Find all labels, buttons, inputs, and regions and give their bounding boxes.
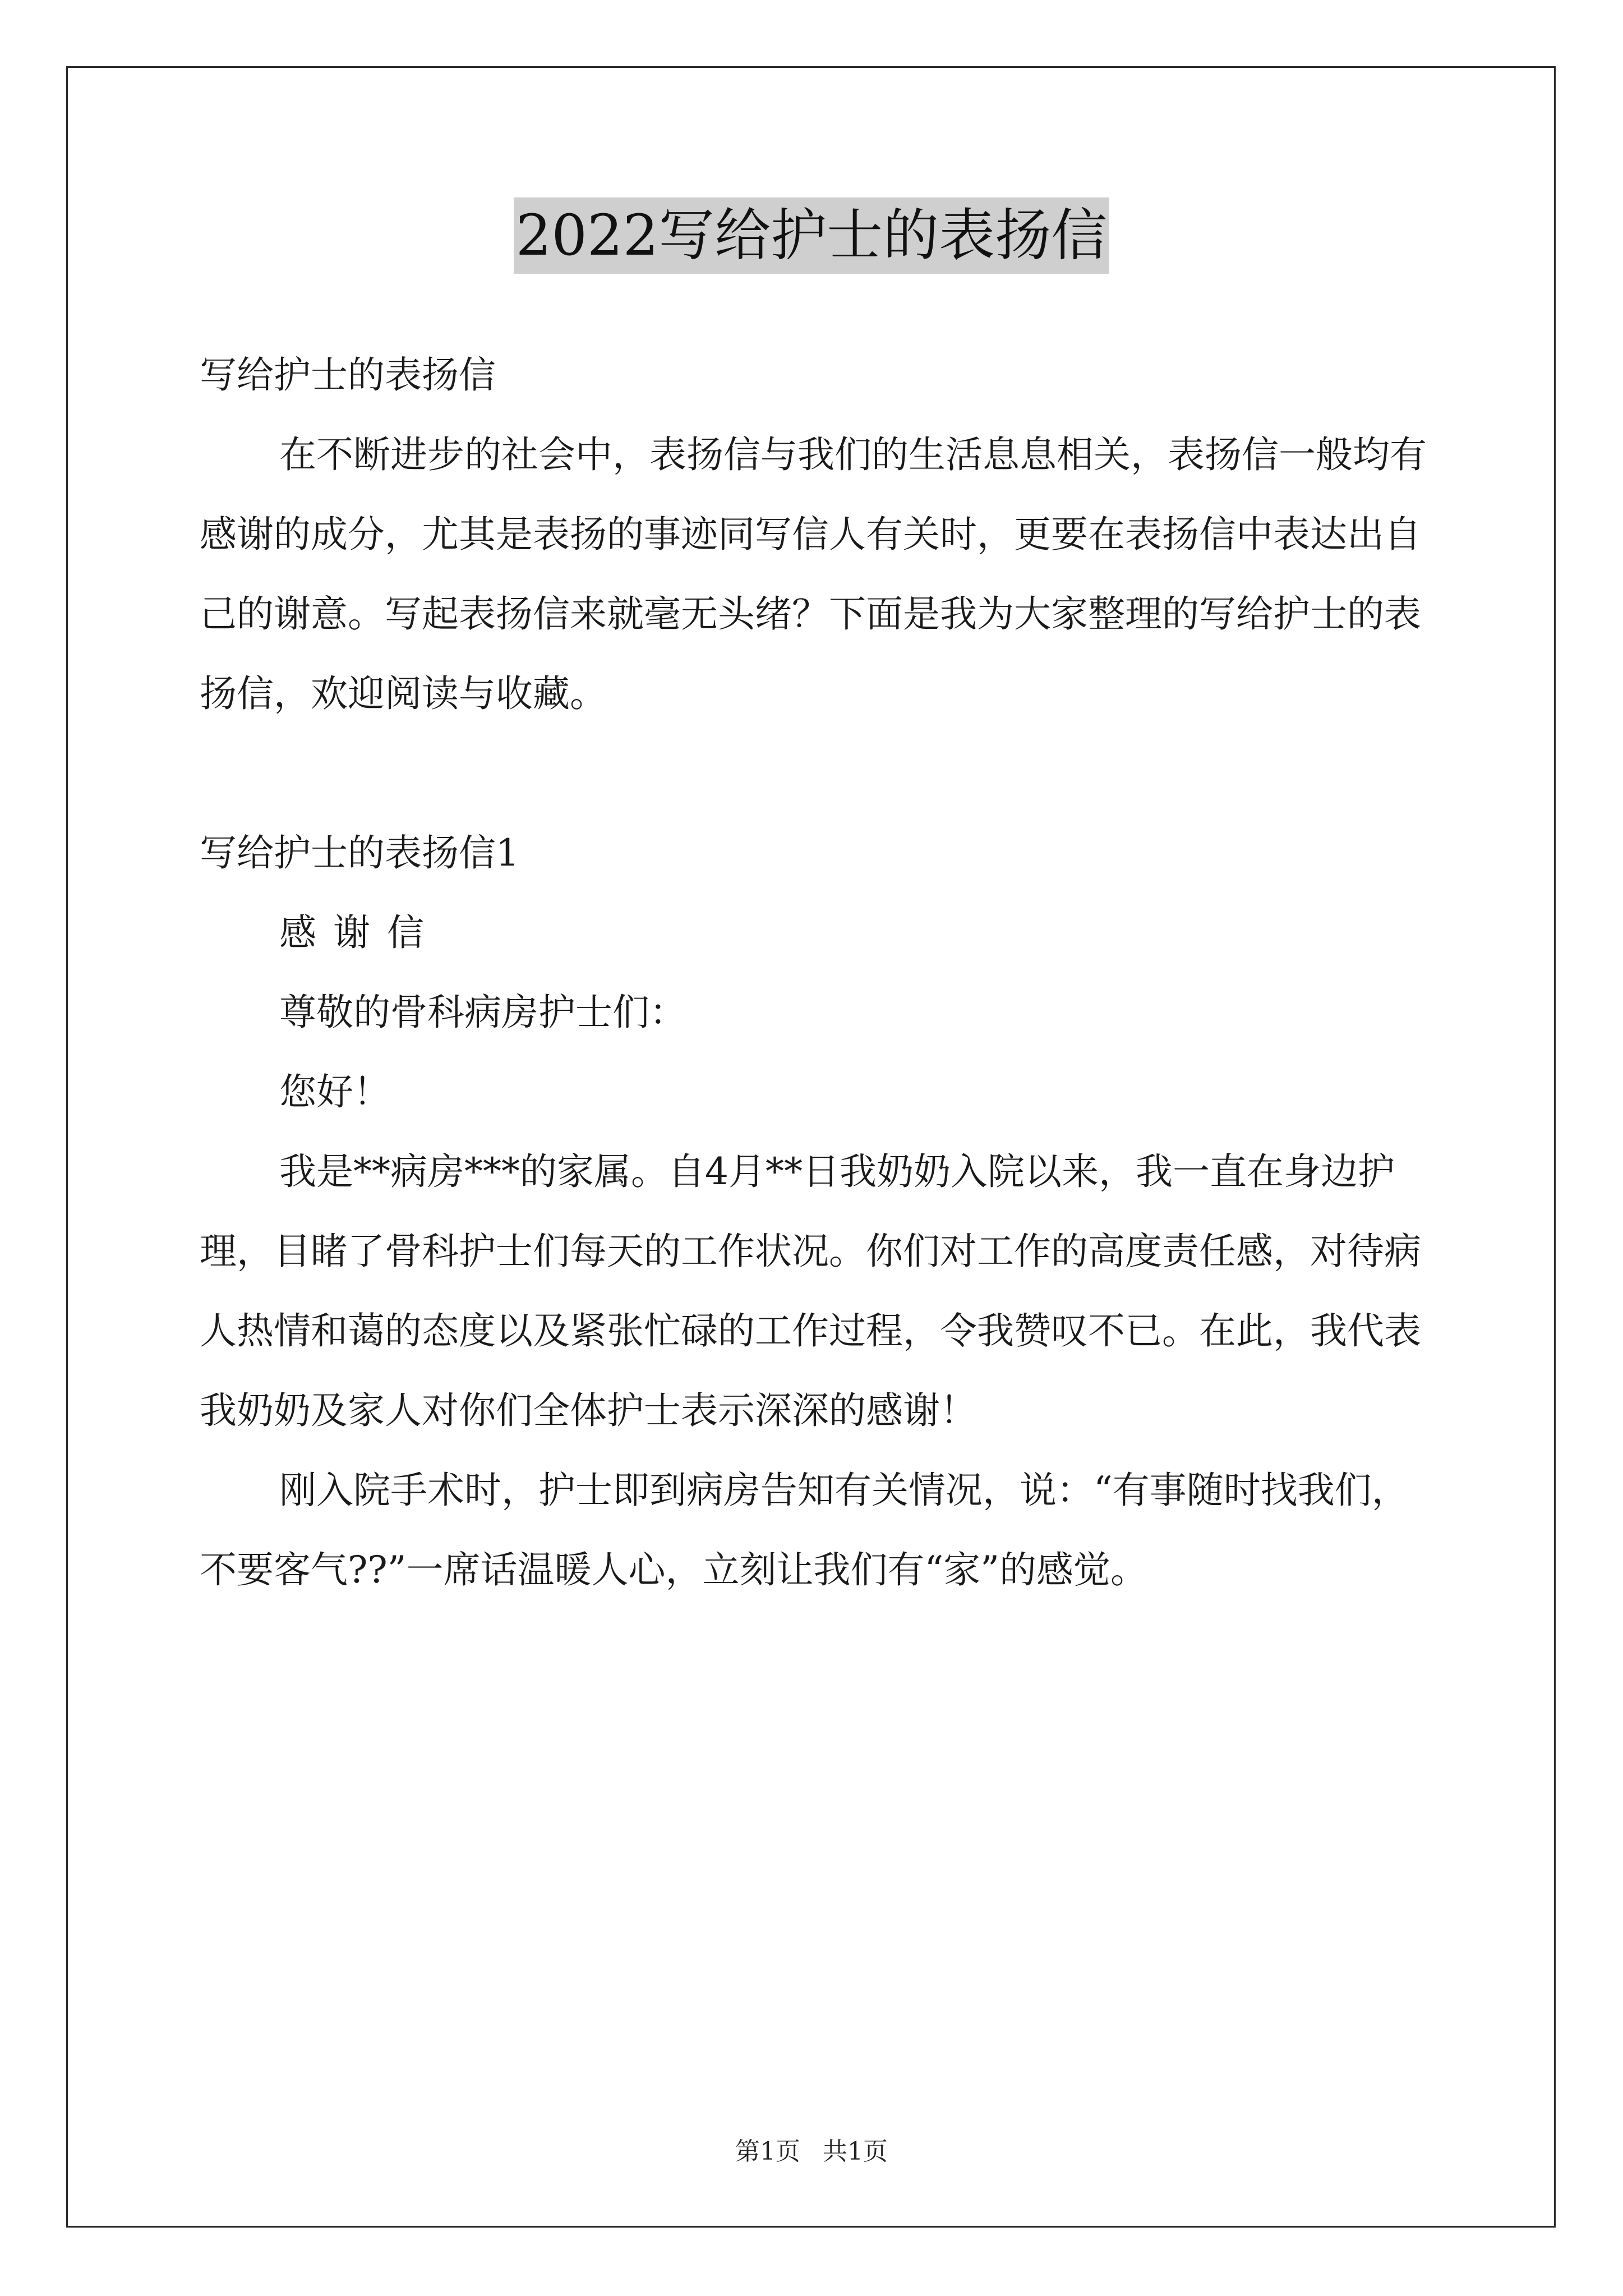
title-container <box>0 197 1623 274</box>
salutation: 尊敬的骨科病房护士们： <box>279 991 686 1034</box>
body-paragraph: 刚入院手术时，护士即到病房告知有关情况，说：“有事随时找我们，不要客气??”一席话温暖人心，立刻让我们有“家”的感觉。 <box>200 1469 1409 1591</box>
greeting: 您好！ <box>279 1070 390 1114</box>
spacer <box>200 734 1427 813</box>
page-footer <box>0 2135 1623 2169</box>
body-paragraph: 我是**病房***的家属。自4月**日我奶奶入院以来，我一直在身边护理，目睹了骨科护士们每天的工作状况。你们对工作的高度责任感，对待病人热情和蔼的态度以及紧张忙碌的工作过程，令我赞叹不已。在此，我代表我奶奶及家人对你们全体护士表示深深的感谢！ <box>200 1150 1421 1432</box>
section-heading-1: 写给护士的表扬信1 <box>200 831 519 875</box>
intro-paragraph: 在不断进步的社会中，表扬信与我们的生活息息相关，表扬信一般均有感谢的成分，尤其是表扬的事迹同写信人有关时，更要在表扬信中表达出自己的谢意。写起表扬信来就毫无头绪？下面是我为大家整理的写给护士的表扬信，欢迎阅读与收藏。 <box>200 433 1427 715</box>
section-heading: 写给护士的表扬信 <box>200 353 496 397</box>
page-number: 第1页 <box>735 2137 800 2166</box>
document-title: 2022写给护士的表扬信 <box>514 197 1110 274</box>
letter-title: 感谢信 <box>279 911 441 954</box>
document-body <box>200 335 1427 1610</box>
page-total: 共1页 <box>823 2137 888 2166</box>
